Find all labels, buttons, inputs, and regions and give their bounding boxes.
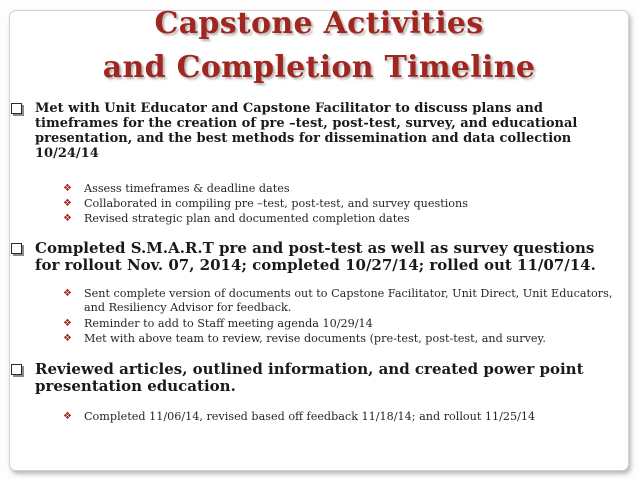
diamond-dots-icon: ❖ [63, 213, 72, 224]
sub-item-text: Completed 11/06/14, revised based off feedback 11/18/14; and rollout 11/25/14 [84, 410, 536, 423]
bullet-item-2 [9, 240, 617, 274]
diamond-dots-icon: ❖ [63, 333, 72, 344]
bullet-item-3 [9, 361, 617, 395]
sub-item-text: Revised strategic plan and documented completion dates [84, 212, 410, 225]
bullet-text-1: Met with Unit Educator and Capstone Facilitator to discuss plans and timeframes for the creation of pre –test, post-test, survey, and educational presentation, and the best methods for dissemination and data collection 10/24/14 [35, 101, 578, 161]
sub-item-2-1 [60, 287, 615, 314]
diamond-dots-icon: ❖ [63, 183, 72, 194]
sub-item-1-1 [60, 182, 615, 196]
bullet-item-1 [9, 101, 617, 161]
sub-item-text: Reminder to add to Staff meeting agenda 10/29/14 [84, 317, 373, 330]
diamond-dots-icon: ❖ [63, 318, 72, 329]
diamond-dots-icon: ❖ [63, 288, 72, 299]
slide-title-line-2: and Completion Timeline [102, 50, 536, 85]
sub-item-text: Collaborated in compiling pre –test, post-test, and survey questions [84, 197, 468, 210]
sub-item-text: Met with above team to review, revise documents (pre-test, post-test, and survey. [84, 332, 546, 345]
diamond-dots-icon: ❖ [63, 411, 72, 422]
sub-item-1-3 [60, 212, 615, 226]
sub-item-2-2 [60, 317, 615, 331]
slide-title-line-1: Capstone Activities [154, 6, 484, 41]
checkbox-icon [11, 243, 22, 254]
sub-item-2-3 [60, 332, 615, 346]
sub-item-1-2 [60, 197, 615, 211]
sub-item-text: Assess timeframes & deadline dates [84, 182, 290, 195]
bullet-text-2: Completed S.M.A.R.T pre and post-test as well as survey questions for rollout Nov. 07, 2014; completed 10/27/14; rolled out 11/07/14. [35, 239, 596, 274]
checkbox-icon [11, 103, 22, 114]
sub-item-text: Sent complete version of documents out to Capstone Facilitator, Unit Direct, Unit Educators, and Resiliency Advisor for feedback. [84, 287, 613, 314]
sub-item-3-1 [60, 410, 615, 424]
bullet-text-3: Reviewed articles, outlined information, and created power point presentation education. [35, 360, 584, 395]
diamond-dots-icon: ❖ [63, 198, 72, 209]
checkbox-icon [11, 364, 22, 375]
